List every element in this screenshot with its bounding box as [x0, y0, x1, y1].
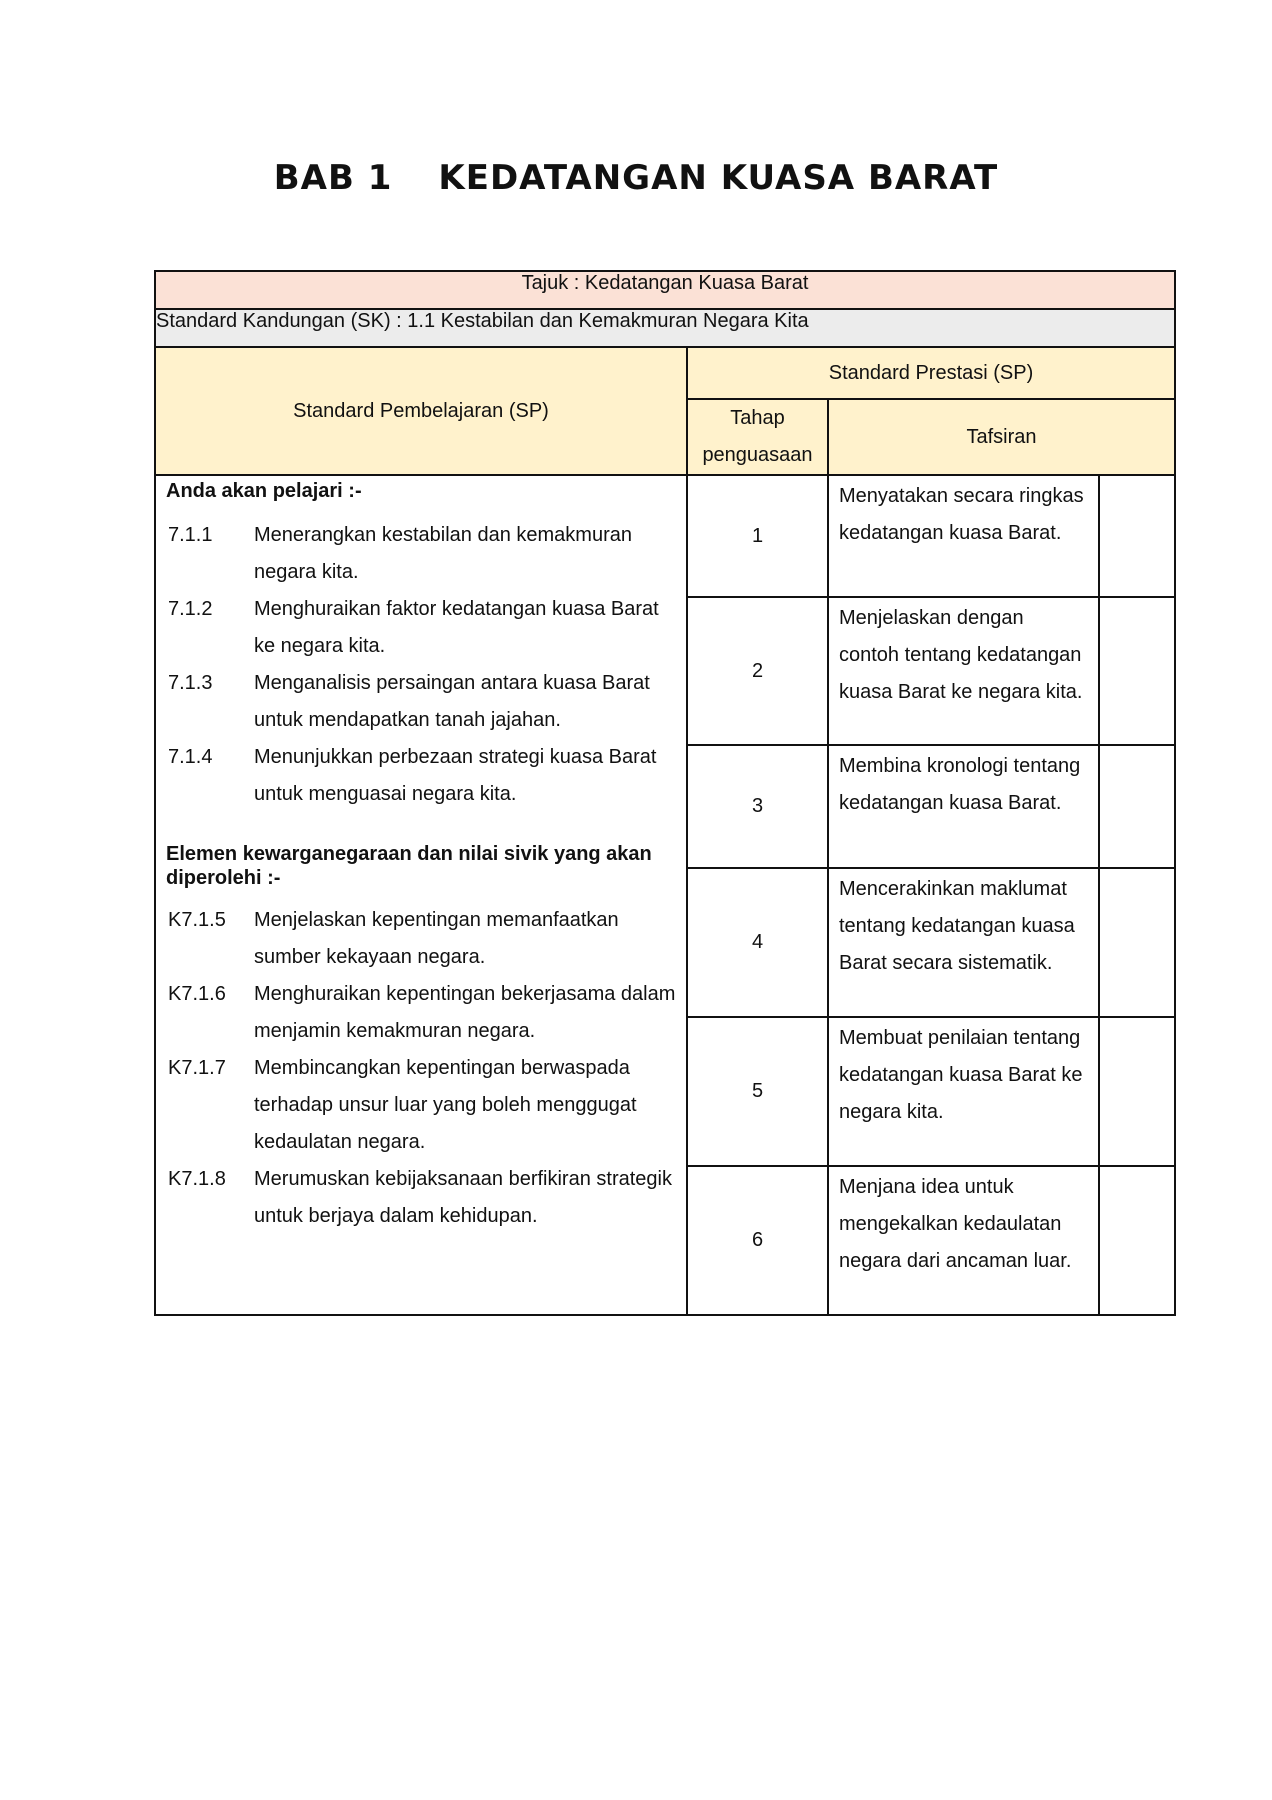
- level-number: 5: [687, 1017, 828, 1166]
- header-interpretation: Tafsiran: [828, 399, 1175, 475]
- item-text: Menerangkan kestabilan dan kemakmuran negara kita.: [254, 524, 632, 583]
- header-learning-standard: Standard Pembelajaran (SP): [155, 347, 687, 475]
- item-text: Menjelaskan kepentingan memanfaatkan sumber kekayaan negara.: [254, 909, 619, 968]
- topic-cell: Tajuk : Kedatangan Kuasa Barat: [155, 271, 1175, 309]
- item-text: Merumuskan kebijaksanaan berfikiran strategik untuk berjaya dalam kehidupan.: [254, 1168, 672, 1227]
- level-description: Membina kronologi tentang kedatangan kuasa Barat.: [828, 745, 1099, 868]
- item-code: 7.1.3: [168, 672, 213, 694]
- blank-cell: [1099, 1166, 1175, 1315]
- item-code: K7.1.6: [168, 983, 226, 1005]
- item-text: Membincangkan kepentingan berwaspada terhadap unsur luar yang boleh menggugat kedaulatan negara.: [254, 1057, 637, 1153]
- list-item: [166, 902, 676, 976]
- content-standard-row: [155, 309, 1175, 347]
- item-text: Menunjukkan perbezaan strategi kuasa Barat untuk menguasai negara kita.: [254, 746, 657, 805]
- level-number: 4: [687, 868, 828, 1017]
- level-number: 1: [687, 475, 828, 597]
- list-item: [166, 976, 676, 1050]
- learning-standards-cell: [155, 475, 687, 1315]
- blank-cell: [1099, 745, 1175, 868]
- level-description: Mencerakinkan maklumat tentang kedatangan kuasa Barat secara sistematik.: [828, 868, 1099, 1017]
- item-code: K7.1.7: [168, 1057, 226, 1079]
- level-number: 3: [687, 745, 828, 868]
- level-number: 6: [687, 1166, 828, 1315]
- item-code: 7.1.2: [168, 598, 213, 620]
- header-performance-standard: Standard Prestasi (SP): [687, 347, 1175, 399]
- list-item: [166, 1161, 676, 1235]
- section-heading-civic: Elemen kewarganegaraan dan nilai sivik yang akan diperolehi :-: [166, 843, 652, 889]
- item-code: 7.1.4: [168, 746, 213, 768]
- item-code: K7.1.5: [168, 909, 226, 931]
- item-code: 7.1.1: [168, 524, 213, 546]
- list-item: [166, 591, 676, 665]
- blank-cell: [1099, 868, 1175, 1017]
- item-text: Menghuraikan kepentingan bekerjasama dalam menjamin kemakmuran negara.: [254, 983, 676, 1042]
- learning-standards-table: [154, 270, 1176, 1316]
- chapter-name: KEDATANGAN KUASA BARAT: [438, 158, 999, 198]
- list-item: [166, 1050, 676, 1161]
- list-item: [166, 739, 676, 813]
- topic-row: [155, 271, 1175, 309]
- page-title: [0, 158, 1272, 198]
- header-mastery-level: Tahap penguasaan: [687, 399, 828, 475]
- level-description: Membuat penilaian tentang kedatangan kuasa Barat ke negara kita.: [828, 1017, 1099, 1166]
- blank-cell: [1099, 1017, 1175, 1166]
- blank-cell: [1099, 475, 1175, 597]
- list-item: [166, 665, 676, 739]
- content-standard-cell: Standard Kandungan (SK) : 1.1 Kestabilan dan Kemakmuran Negara Kita: [155, 309, 1175, 347]
- blank-cell: [1099, 597, 1175, 745]
- level-description: Menyatakan secara ringkas kedatangan kuasa Barat.: [828, 475, 1099, 597]
- chapter-number: BAB 1: [273, 158, 393, 198]
- level-number: 2: [687, 597, 828, 745]
- item-code: K7.1.8: [168, 1168, 226, 1190]
- level-description: Menjelaskan dengan contoh tentang kedatangan kuasa Barat ke negara kita.: [828, 597, 1099, 745]
- item-text: Menganalisis persaingan antara kuasa Barat untuk mendapatkan tanah jajahan.: [254, 672, 650, 731]
- list-item: [166, 517, 676, 591]
- item-text: Menghuraikan faktor kedatangan kuasa Barat ke negara kita.: [254, 598, 659, 657]
- section-heading-learn: Anda akan pelajari :-: [166, 480, 362, 502]
- level-description: Menjana idea untuk mengekalkan kedaulatan negara dari ancaman luar.: [828, 1166, 1099, 1315]
